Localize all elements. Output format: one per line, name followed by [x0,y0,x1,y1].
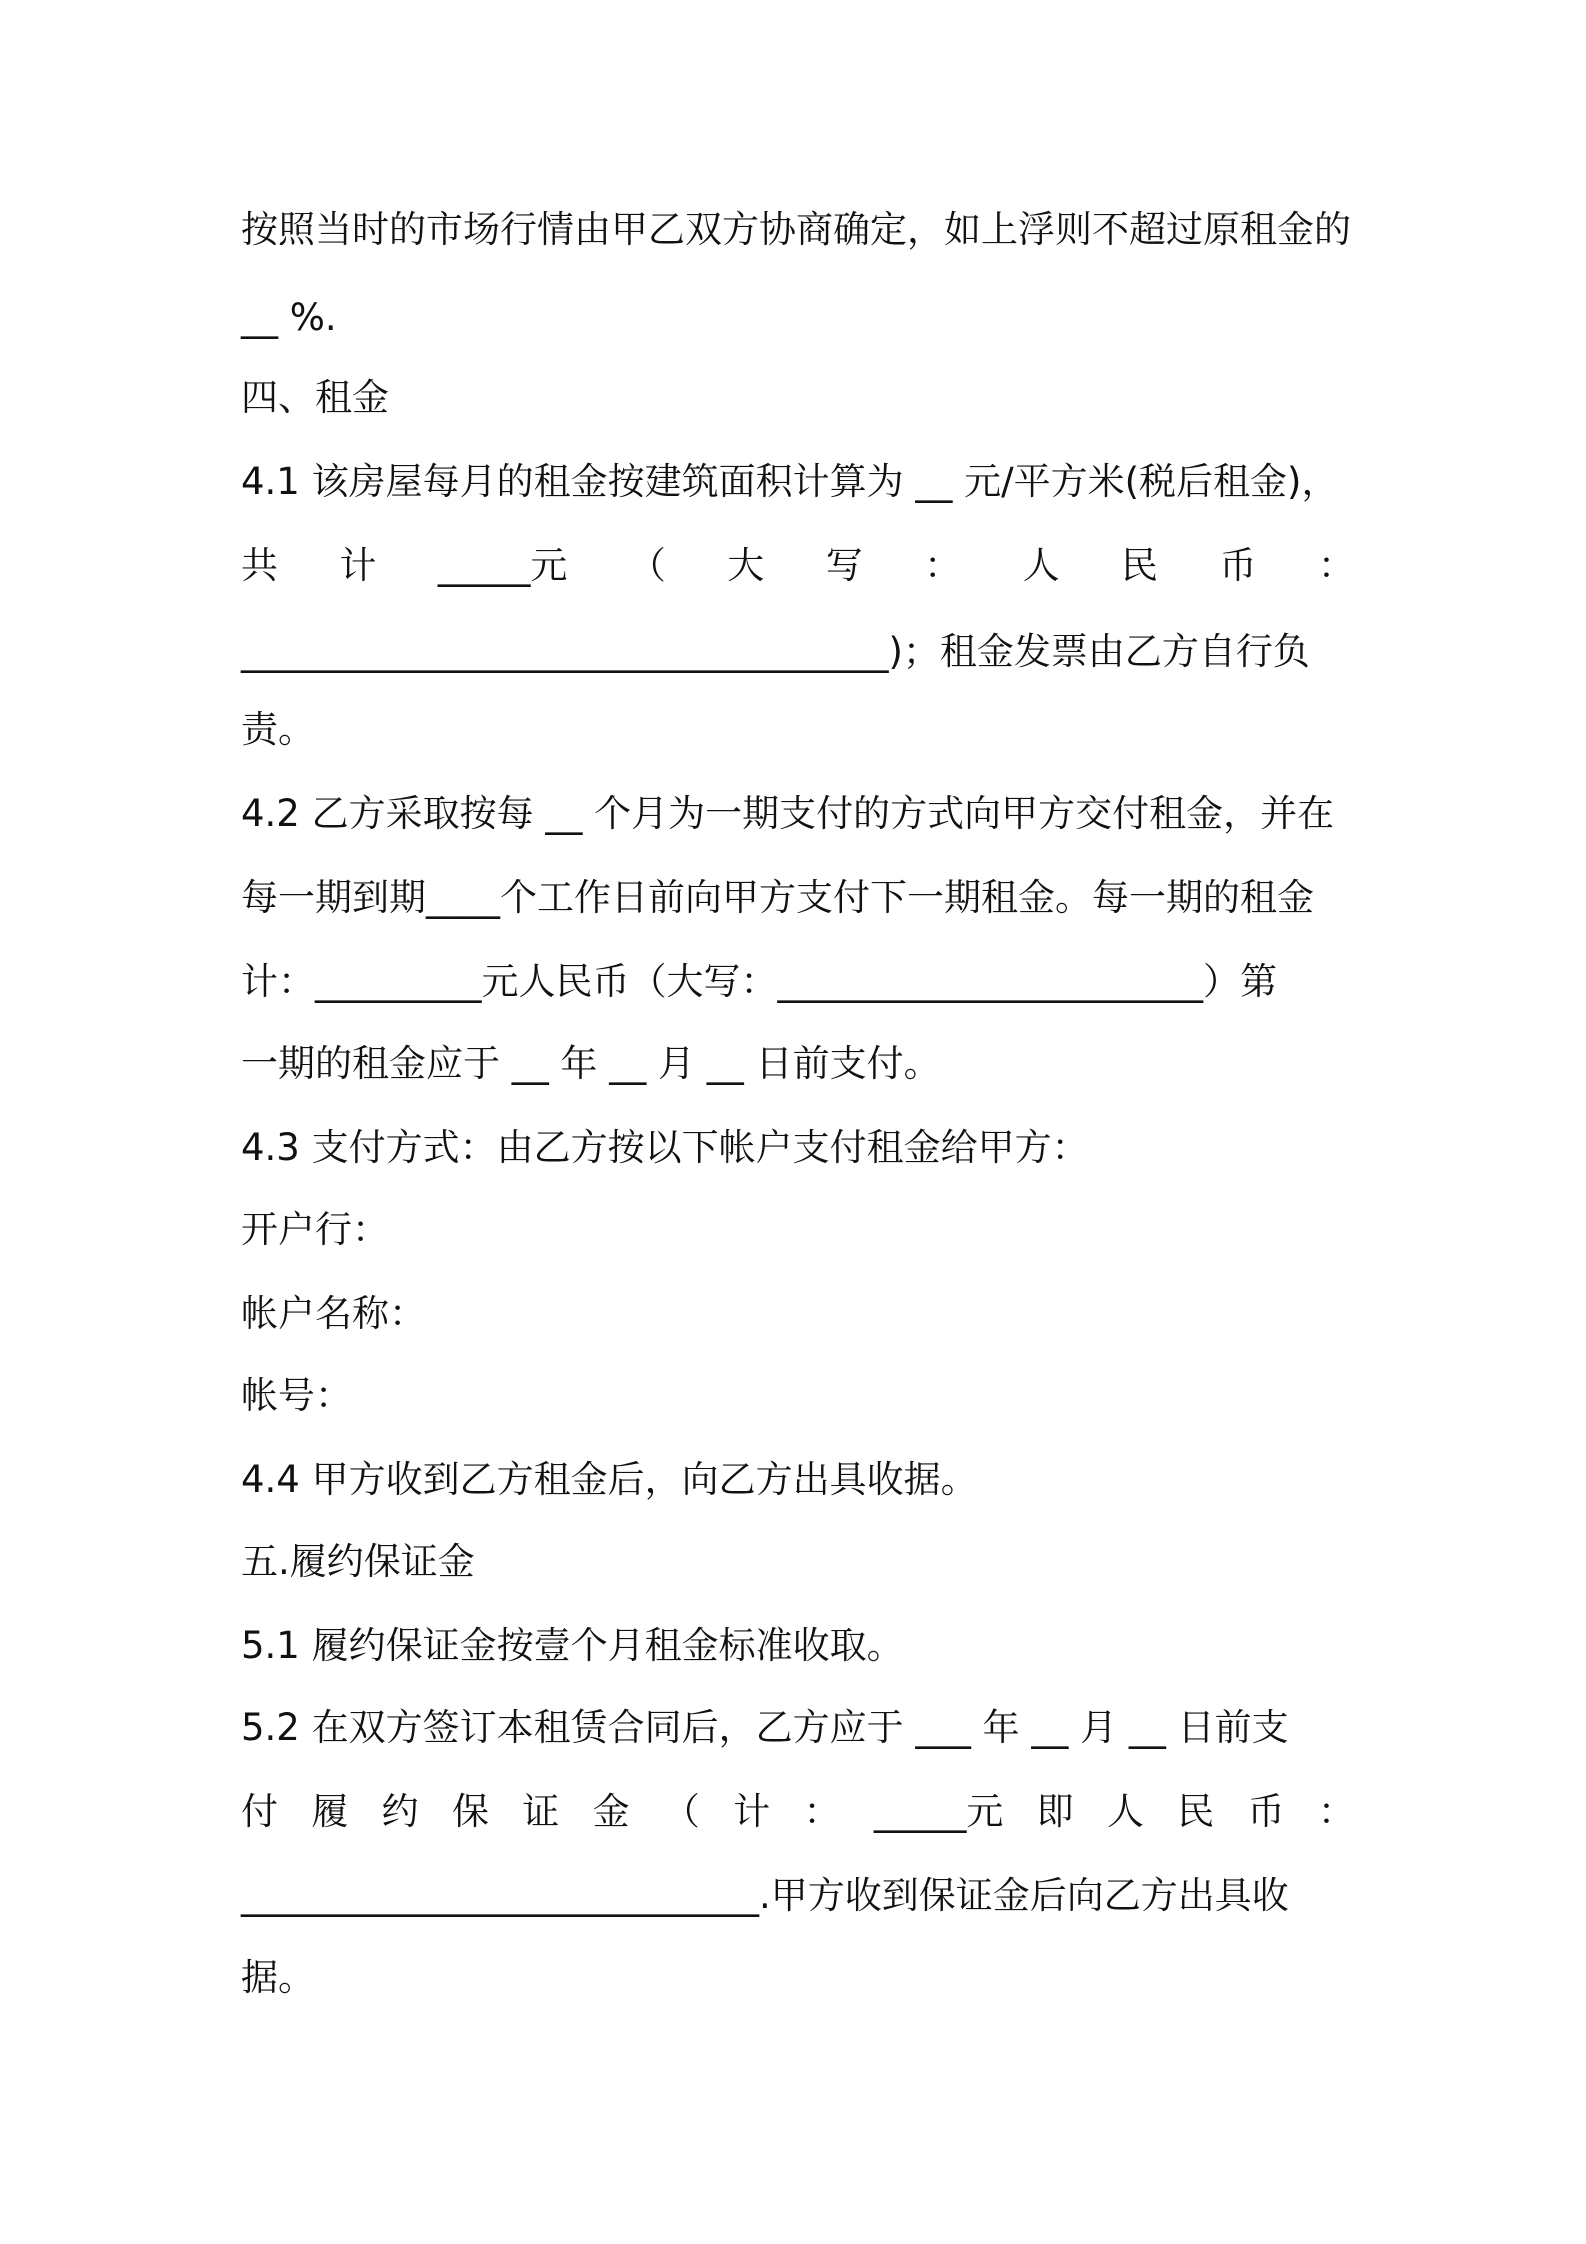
text-segment: 即 [1036,1790,1074,1833]
text-line-1: 按照当时的市场行情由甲乙双方协商确定，如上浮则不超过原租金的 [241,208,1351,251]
text-segment: 大 [727,544,765,587]
text-segment: _____元 [873,1790,1004,1833]
text-segment: 人 [1106,1790,1144,1833]
section-heading-deposit: 五.履约保证金 [241,1540,475,1583]
clause-4-3: 4.3 支付方式：由乙方按以下帐户支付租金给甲方： [241,1126,1089,1169]
text-segment: （ [662,1790,700,1833]
text-segment: 履 [311,1790,349,1833]
clause-5-2-amount-line [241,1786,1355,1838]
bank-name-label: 开户行： [241,1208,389,1251]
text-segment: ： [1317,544,1355,587]
text-line-6: ___________________________________)；租金发票由乙方自行负 [241,630,1310,673]
text-segment: _____元 [437,544,568,587]
text-segment: ： [803,1790,841,1833]
text-segment: ： [1317,1790,1355,1833]
text-segment: 币 [1247,1790,1285,1833]
clause-4-1: 4.1 该房屋每月的租金按建筑面积计算为 __ 元/平方米(税后租金)， [241,460,1339,503]
text-line-22: 据。 [241,1956,315,1999]
text-segment: 约 [381,1790,419,1833]
section-heading-rent: 四、租金 [241,376,389,419]
text-line-10: 计：_________元人民币（大写：_______________________）第 [241,960,1277,1003]
text-segment: 民 [1121,544,1158,587]
account-number-label: 帐号： [241,1374,352,1417]
text-segment: 计 [733,1790,771,1833]
text-line-9: 每一期到期____个工作日前向甲方支付下一期租金。每一期的租金 [241,876,1314,919]
account-name-label: 帐户名称： [241,1292,426,1335]
text-line-7: 责。 [241,708,315,751]
text-segment: 保 [451,1790,489,1833]
clause-4-1-total-line [241,540,1355,592]
clause-4-2: 4.2 乙方采取按每 __ 个月为一期支付的方式向甲方交付租金，并在 [241,792,1335,835]
text-segment: 人 [1022,544,1060,587]
text-segment: 写 [825,544,863,587]
text-segment: 共 [241,544,278,587]
clause-5-1: 5.1 履约保证金按壹个月租金标准收取。 [241,1624,904,1667]
text-segment: ： [924,544,962,587]
text-line-21: ____________________________.甲方收到保证金后向乙方出具收 [241,1874,1289,1917]
clause-5-2: 5.2 在双方签订本租赁合同后，乙方应于 ___ 年 __ 月 __ 日前支 [241,1706,1289,1749]
text-line-11: 一期的租金应于 __ 年 __ 月 __ 日前支付。 [241,1042,941,1085]
text-line-2: __ %. [241,296,337,339]
text-segment: 付 [241,1790,278,1833]
text-segment: 金 [592,1790,630,1833]
text-segment: （ [628,544,666,587]
text-segment: 民 [1177,1790,1215,1833]
clause-4-4: 4.4 甲方收到乙方租金后，向乙方出具收据。 [241,1458,978,1501]
text-segment: 币 [1219,544,1257,587]
text-segment: 证 [522,1790,560,1833]
text-segment: 计 [339,544,377,587]
